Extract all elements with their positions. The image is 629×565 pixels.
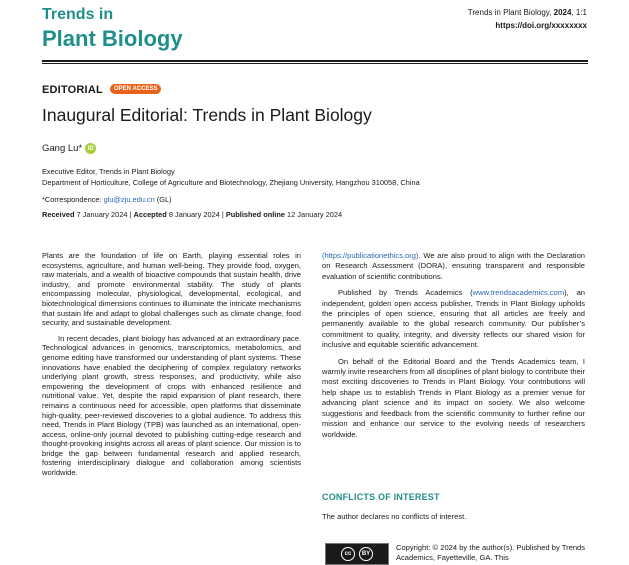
correspondence-suffix: (GL) [154,195,172,204]
paragraph-text: . We are also proud to align with the Declaration on Research Assessment (DORA), ensuring transparent and responsible evaluation of scientific contributions. [322,251,585,281]
citation-year: 2024 [553,8,572,17]
citation-line [468,6,587,19]
correspondence [42,194,172,205]
accepted-label: Accepted [133,210,167,219]
affiliation-role: Executive Editor, Trends in Plant Biology [42,167,175,176]
article-type: EDITORIAL [42,84,103,96]
received-label: Received [42,210,75,219]
affiliation-dept: Department of Horticulture, College of Agriculture and Biotechnology, Zhejiang University, Hangzhou 310058, China [42,178,420,187]
citation-block [468,6,587,32]
doi-link[interactable]: https://doi.org/xxxxxxxx [495,21,587,30]
cc-by-license-badge[interactable] [325,543,389,565]
body-paragraph: Plants are the foundation of life on Earth, playing essential roles in ecosystems, agriculture, and human well-being. They provide food, oxygen, raw materials, and a wealth of bioactive compounds that sustain health, drive industry, and promote environmental stability. The study of plants encompassing molecular, physiological, developmental, ecological, and biotechnological dimensions continues to illuminate the intricate mechanisms that sustain life and adapt to global challenges such as climate change, food security, and sustainable development. [42,251,301,328]
cc-icon: cc [341,547,355,561]
body-paragraph [322,288,585,350]
accepted-date: 8 January 2024 | [166,210,226,219]
citation-volume: , 1:1 [571,8,587,17]
conflicts-text: The author declares no conflicts of interest. [322,512,467,521]
body-column-right [322,251,585,446]
copyright-text: Copyright: © 2024 by the author(s). Published by Trends Academics, Fayetteville, GA. This [396,543,585,563]
cope-link[interactable]: (https://publicationethics.org) [322,251,419,260]
paragraph-text: ), an independent, golden open access publisher, Trends in Plant Biology upholds the principles of open science, ensuring that all articles are freely and permanently available to the global research community. Our publisher’s commitment to quality, integrity, and diversity reflects our shared vision for inclusive and equitable scientific advancement. [322,288,585,350]
body-column-left [42,251,301,484]
by-attribution-icon: BY [359,547,373,561]
published-label: Published online [225,210,285,219]
author-line [42,143,96,154]
article-dates [42,210,342,219]
body-paragraph: In recent decades, plant biology has advanced at an extraordinary pace. Technological advances in genomics, transcriptomics, metabolomics, and genome editing have transformed our understanding of plant systems. These innovations have enabled the deciphering of complex regulatory networks underlying plant growth, stress responses, and productivity, while also empowering the development of crops with enhanced resilience and nutritional value. Yet, despite the rapid expansion of plant research, there remains a continuous need for accessible, open platforms that disseminate high-quality, peer-reviewed discoveries to a global audience. To address this need, Trends in Plant Biology (TPB) was launched as an international, open-access, online-only journal devoted to publishing cutting-edge research and thought-provoking insights across all areas of plant science. Our mission is to bridge the gap between fundamental research and applied research, fostering interdisciplinary dialogue and collaboration among scientists worldwide. [42,333,301,478]
correspondence-email[interactable]: glu@zju.edu.cn [103,195,155,204]
body-paragraph [322,251,585,282]
journal-name-bottom: Plant Biology [42,26,183,51]
header-rule-thin [42,63,588,64]
citation-journal: Trends in Plant Biology, [467,8,554,17]
author-name: Gang Lu* [42,143,83,154]
received-date: 7 January 2024 | [74,210,134,219]
journal-name-top: Trends in [42,6,114,23]
paragraph-text: Published by Trends Academics ( [338,288,473,298]
body-paragraph: On behalf of the Editorial Board and the Trends Academics team, I warmly invite researchers from all disciplines of plant biology to contribute their most exciting discoveries to Trends in Plant Biology. Your contributions will help shape us to establish Trends in Plant Biology as a premier venue for advancing plant science and its impact on society. We also welcome suggestions and feedback from the scientific community to further refine our mission and enhance our service to the evolving needs of researchers worldwide. [322,356,585,439]
orcid-icon[interactable]: iD [85,143,96,154]
open-access-badge: OPEN ACCESS [110,84,161,94]
article-title: Inaugural Editorial: Trends in Plant Biology [42,105,372,125]
publisher-link[interactable]: www.trendsacademics.com [472,288,565,298]
published-date: 12 January 2024 [284,210,343,219]
correspondence-label: *Correspondence: [42,195,104,204]
conflicts-heading: CONFLICTS OF INTEREST [322,492,440,502]
header-rule [42,60,588,62]
